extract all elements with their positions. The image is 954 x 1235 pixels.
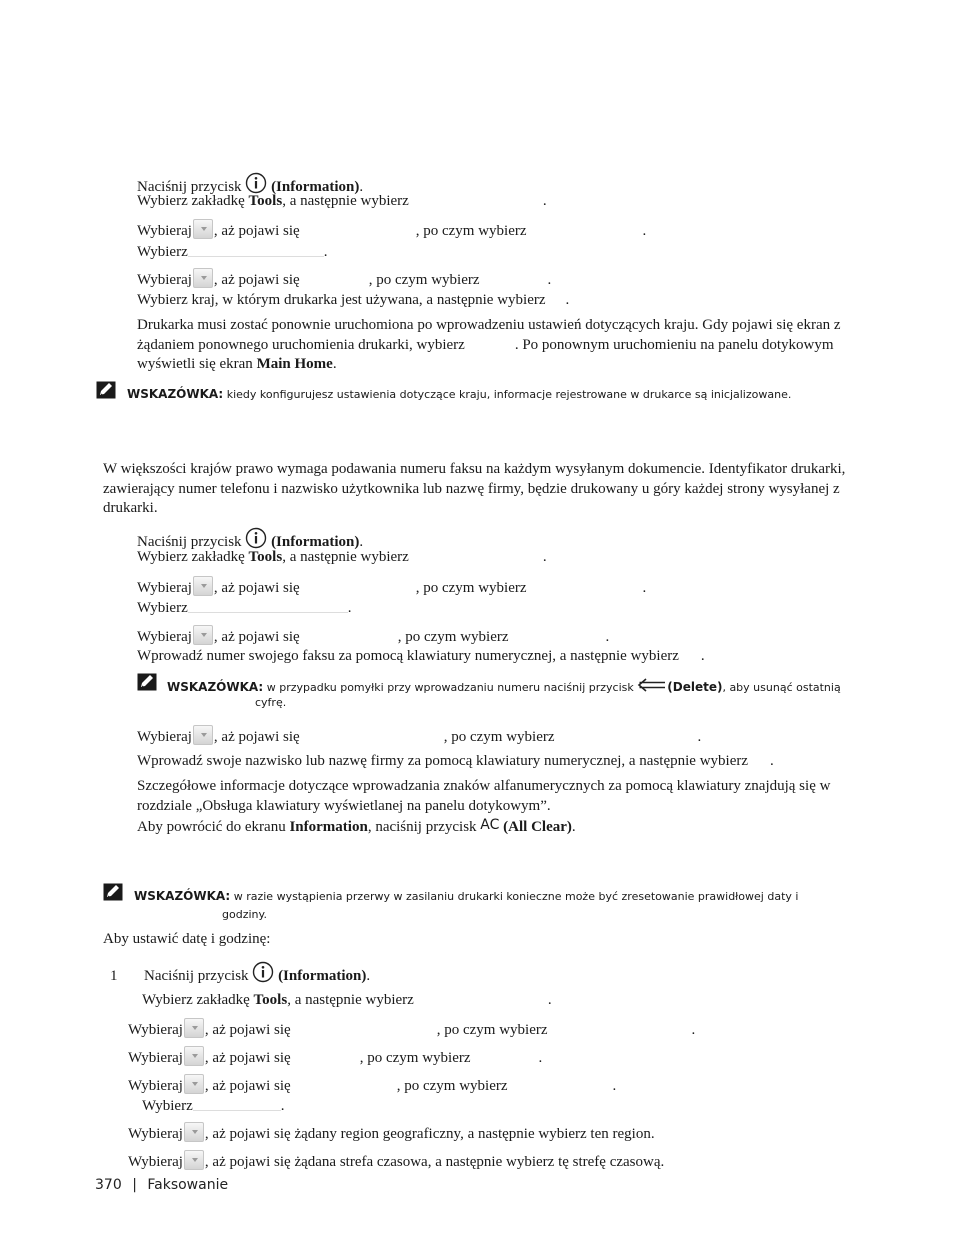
scroll-down-button <box>193 268 213 288</box>
note-pencil-icon <box>137 673 157 691</box>
date-step-scroll-1: Wybieraj , aż pojawi się , po czym wybierz . <box>128 1018 695 1040</box>
note-delete: WSKAZÓWKA: w przypadku pomyłki przy wprowadzaniu numeru naciśnij przycisk (Delete), aby usunąć ostatnią <box>167 677 841 696</box>
step-name: Wprowadź swoje nazwisko lub nazwę firmy za pomocą klawiatury numerycznej, a następnie wybierz . <box>137 753 774 769</box>
step-scroll-2: Wybieraj , aż pojawi się , po czym wybierz . <box>137 268 551 290</box>
scroll-down-button <box>184 1150 204 1170</box>
info-icon <box>245 172 267 194</box>
restart-paragraph: Drukarka musi zostać ponownie uruchomiona po wprowadzeniu ustawień dotyczących kraju. Gdy pojawi się ekran z żądaniem ponownego uruchomienia drukarki, wybierz . Po ponownym uruchomieniu na panelu dotykowym wyświetli się ekran Main Home. <box>137 317 841 372</box>
scroll-down-button <box>184 1046 204 1066</box>
step-select-tools: Wybierz zakładkę Tools, a następnie wybierz . <box>137 549 547 565</box>
scroll-down-button <box>193 219 213 239</box>
step-scroll-1: Wybieraj , aż pojawi się , po czym wybierz . <box>137 219 646 241</box>
scroll-down-button <box>193 725 213 745</box>
page-footer: 370 | Faksowanie <box>95 1177 229 1193</box>
date-step-scroll-2: Wybieraj , aż pojawi się , po czym wybierz . <box>128 1046 542 1068</box>
scroll-down-button <box>184 1122 204 1142</box>
date-step-scroll-3: Wybieraj , aż pojawi się , po czym wybierz . <box>128 1074 616 1096</box>
step-scroll-2: Wybieraj , aż pojawi się , po czym wybierz . <box>137 625 609 647</box>
info-icon <box>245 527 267 549</box>
step-country: Wybierz kraj, w którym drukarka jest używana, a następnie wybierz . <box>137 292 570 308</box>
step-select-1: Wybierz . <box>137 597 352 618</box>
date-step-tools: Wybierz zakładkę Tools, a następnie wybierz . <box>142 992 552 1008</box>
note-pencil-icon <box>103 883 123 901</box>
date-step-timezone: Wybieraj , aż pojawi się żądana strefa czasowa, a następnie wybierz tę strefę czasową. <box>128 1150 664 1172</box>
date-intro: Aby ustawić datę i godzinę: <box>103 931 271 947</box>
date-step-select: Wybierz . <box>142 1095 285 1116</box>
info-icon <box>252 961 274 983</box>
scroll-down-button <box>193 625 213 645</box>
date-step-1: 1 Naciśnij przycisk (Information). <box>110 961 370 986</box>
step-fax-number: Wprowadź numer swojego faksu za pomocą klawiatury numerycznej, a następnie wybierz . <box>137 648 705 664</box>
step-scroll-1: Wybieraj , aż pojawi się , po czym wybierz . <box>137 576 646 598</box>
step-press-info: Naciśnij przycisk (Information). <box>137 172 363 197</box>
scroll-down-button <box>184 1018 204 1038</box>
delete-arrow-icon <box>637 677 667 693</box>
all-clear-icon: AC <box>480 817 500 833</box>
note-delete-cont: cyfrę. <box>255 696 287 709</box>
step-select-tools: Wybierz zakładkę Tools, a następnie wybierz . <box>137 193 547 209</box>
step-select-1: Wybierz . <box>137 241 328 262</box>
scroll-down-button <box>193 576 213 596</box>
date-step-region: Wybieraj , aż pojawi się żądany region geograficzny, a następnie wybierz ten region. <box>128 1122 655 1144</box>
step-all-clear: Aby powrócić do ekranu Information, naciśnij przycisk AC (All Clear). <box>137 817 576 835</box>
page-number: 370 <box>95 1177 122 1193</box>
scroll-down-button <box>184 1074 204 1094</box>
note-country: WSKAZÓWKA: kiedy konfigurujesz ustawienia dotyczące kraju, informacje rejestrowane w drukarce są inicjalizowane. <box>127 387 792 401</box>
note-power: WSKAZÓWKA: w razie wystąpienia przerwy w zasilaniu drukarki konieczne może być zresetowanie prawidłowej daty i <box>134 889 799 903</box>
chapter-name: Faksowanie <box>147 1177 229 1193</box>
keyboard-info-paragraph: Szczegółowe informacje dotyczące wprowadzania znaków alfanumerycznych za pomocą klawiatury znajdują się w rozdziale „Obsługa klawiatury wyświetlanej na panelu dotykowym”. <box>137 778 831 814</box>
note-power-cont: godziny. <box>222 908 267 921</box>
fax-id-intro: W większości krajów prawo wymaga podawania numeru faksu na każdym wysyłanym dokumencie. Identyfikator drukarki, zawierający numer telefonu i nazwisko użytkownika lub nazwę firmy, będzie drukowany u góry każdej strony wysyłanej z drukarki. <box>103 461 846 516</box>
note-pencil-icon <box>96 381 116 399</box>
step-press-info: Naciśnij przycisk (Information). <box>137 527 363 552</box>
step-scroll-3: Wybieraj , aż pojawi się , po czym wybierz . <box>137 725 701 747</box>
